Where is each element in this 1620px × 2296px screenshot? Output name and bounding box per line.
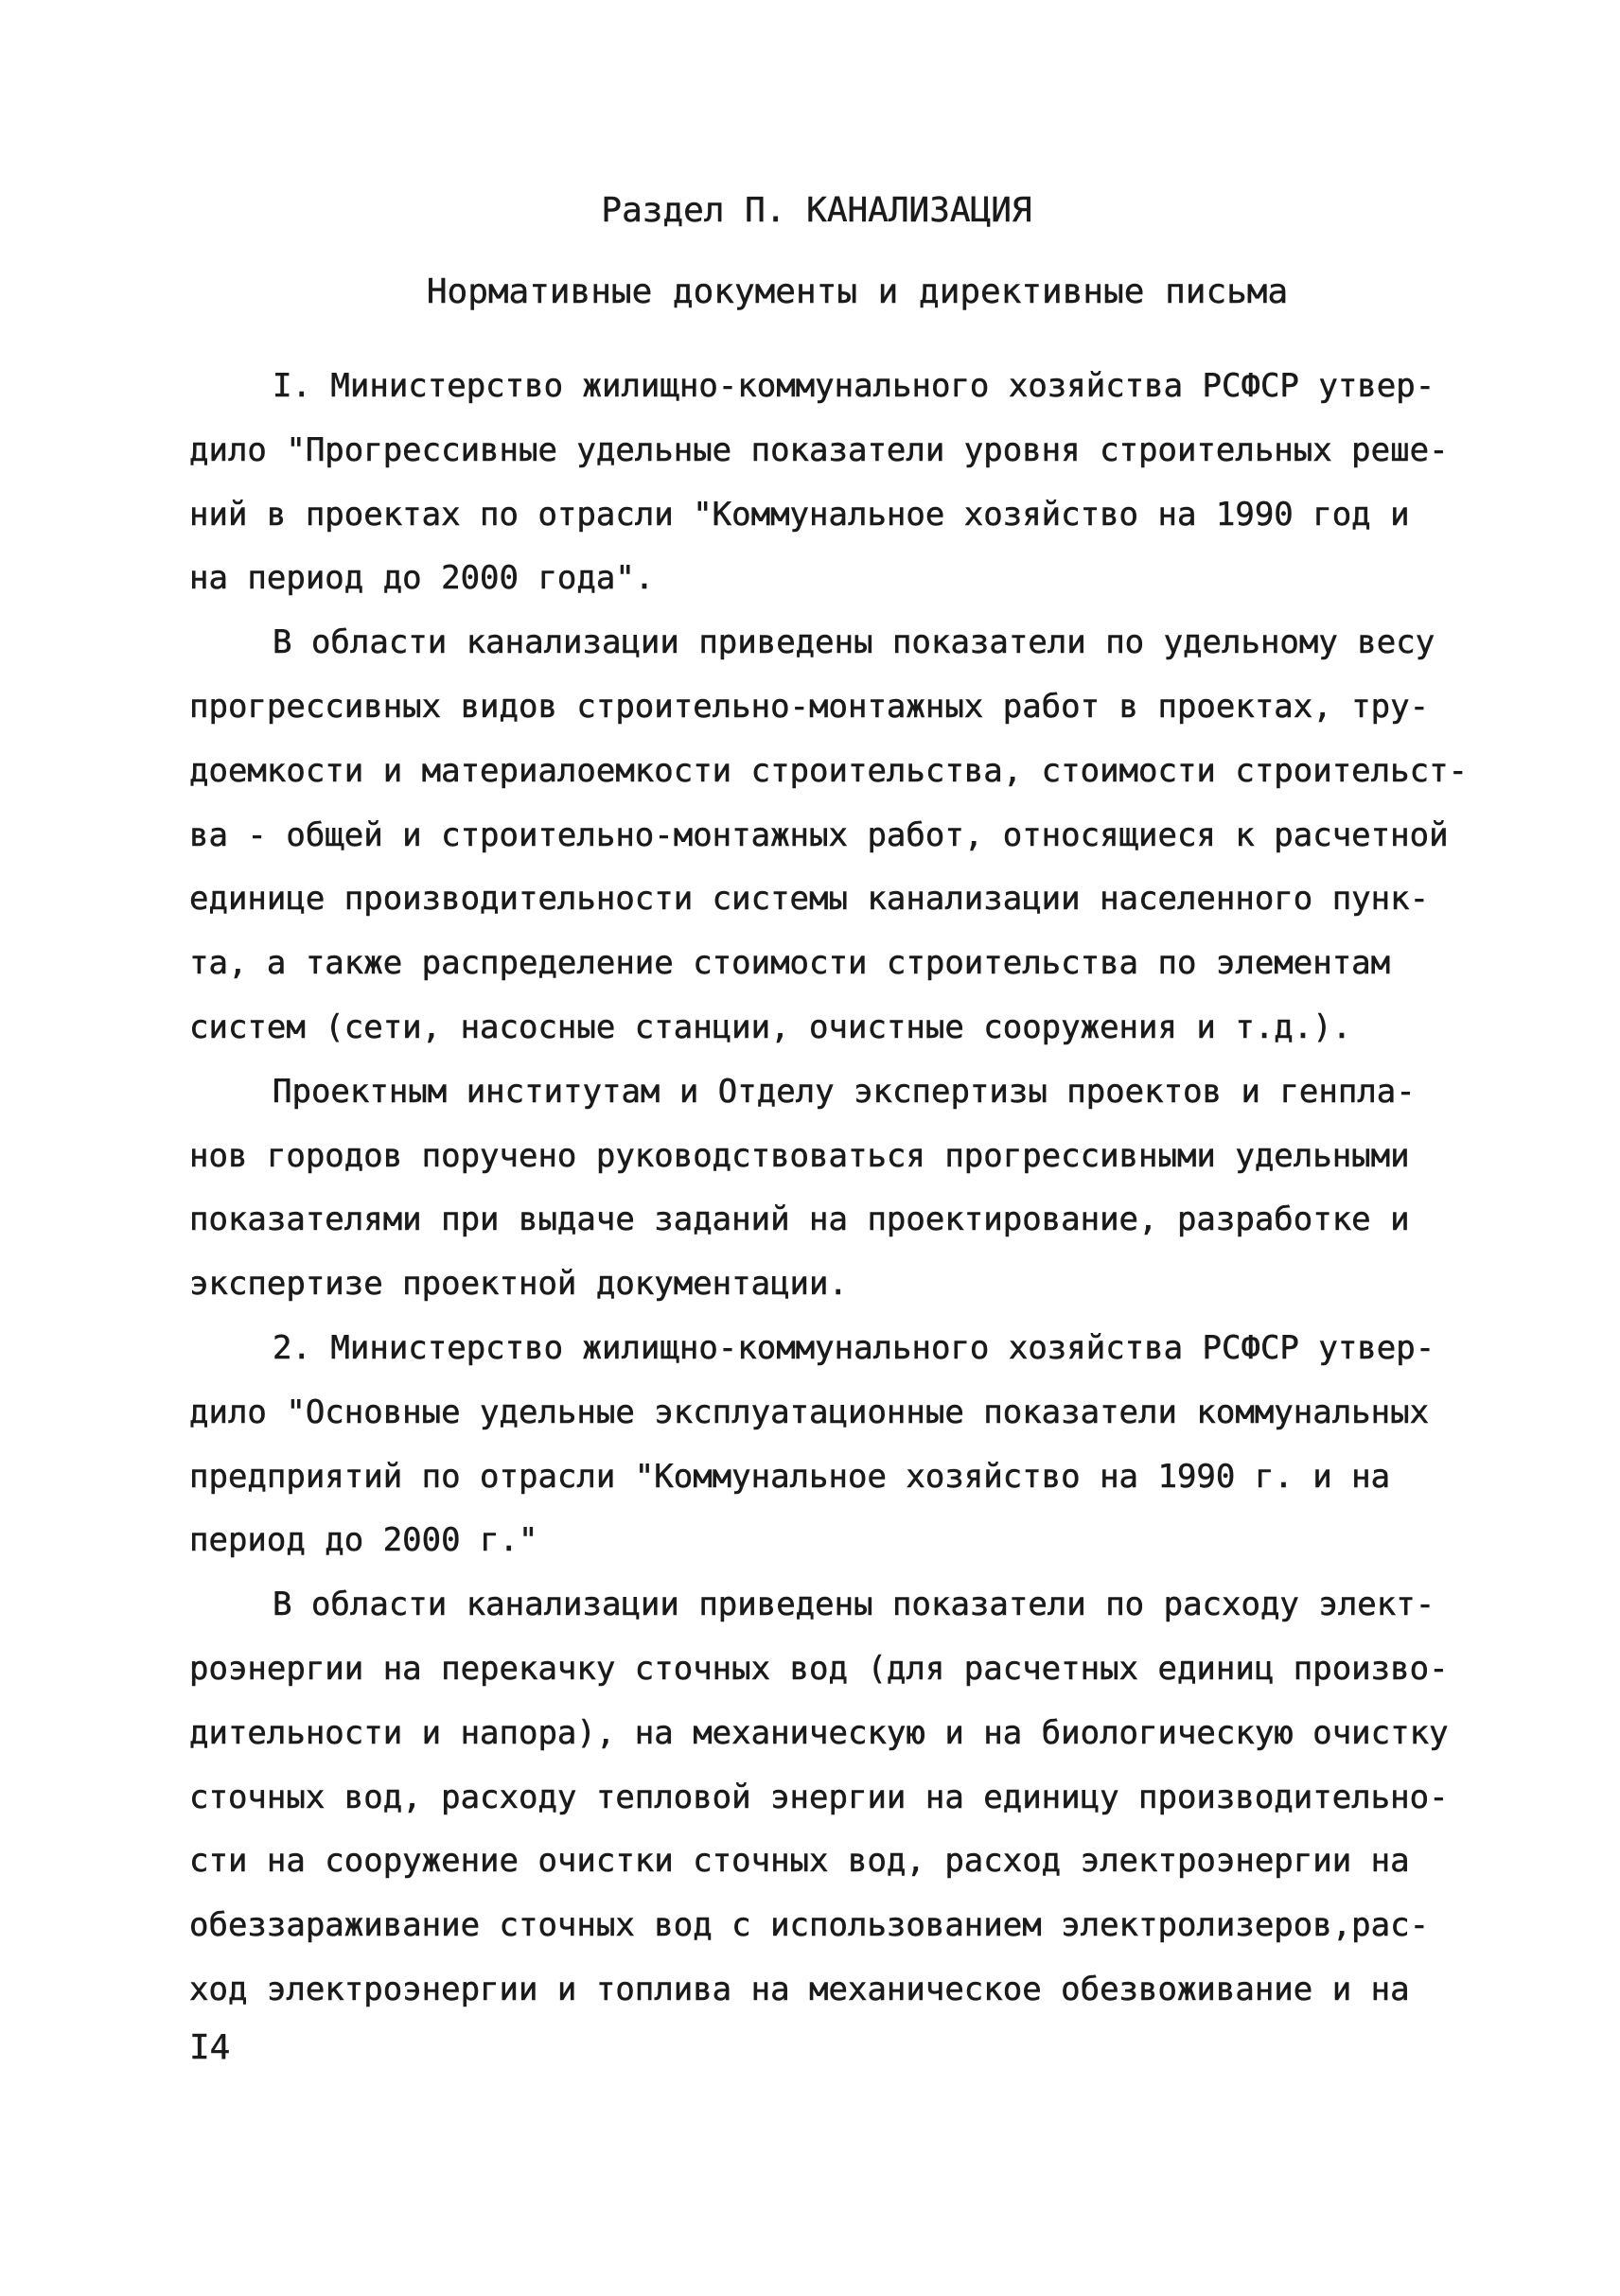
- text-line: 2. Министерство жилищно-коммунального хозяйства РСФСР утвер-: [273, 1328, 1435, 1367]
- text-line: дило "Основные удельные эксплуатационные показатели коммунальных: [189, 1393, 1430, 1431]
- text-line: на период до 2000 года".: [189, 559, 655, 598]
- text-line: доемкости и материалоемкости строительства, стоимости строительст-: [189, 751, 1469, 790]
- page-number: I4: [189, 2028, 231, 2067]
- text-line: та, а также распределение стоимости строительства по элементам: [189, 944, 1391, 983]
- text-line: I. Министерство жилищно-коммунального хозяйства РСФСР утвер-: [273, 367, 1435, 405]
- text-line: экспертизе проектной документации.: [189, 1265, 848, 1304]
- text-line: роэнергии на перекачку сточных вод (для расчетных единиц произво-: [189, 1649, 1449, 1688]
- text-line: показателями при выдаче заданий на проектирование, разработке и: [189, 1201, 1410, 1239]
- text-line: прогрессивных видов строительно-монтажных работ в проектах, тру-: [189, 687, 1430, 726]
- section-subtitle: Нормативные документы и директивные письма: [426, 272, 1289, 311]
- text-line: ний в проектах по отрасли "Коммунальное хозяйство на 1990 год и: [189, 495, 1410, 534]
- text-line: ход электроэнергии и топлива на механическое обезвоживание и на: [189, 1970, 1410, 2008]
- text-line: В области канализации приведены показатели по удельному весу: [273, 623, 1435, 662]
- text-line: предприятий по отрасли "Коммунальное хозяйство на 1990 г. и на: [189, 1457, 1391, 1496]
- text-line: единице производительности системы канализации населенного пунк-: [189, 880, 1430, 919]
- text-line: нов городов поручено руководствоваться прогрессивными удельными: [189, 1136, 1410, 1175]
- text-line: систем (сети, насосные станции, очистные сооружения и т.д.).: [189, 1008, 1352, 1046]
- section-title: Раздел П. КАНАЛИЗАЦИЯ: [601, 191, 1032, 230]
- text-line: ва - общей и строительно-монтажных работ, относящиеся к расчетной: [189, 815, 1449, 854]
- body-text: [189, 355, 1469, 2023]
- text-line: сти на сооружение очистки сточных вод, расход электроэнергии на: [189, 1842, 1410, 1881]
- text-line: В области канализации приведены показатели по расходу элект-: [273, 1586, 1435, 1624]
- text-line: дительности и напора), на механическую и на биологическую очистку: [189, 1713, 1449, 1752]
- text-line: дило "Прогрессивные удельные показатели уровня строительных реше-: [189, 430, 1449, 469]
- text-line: сточных вод, расходу тепловой энергии на единицу производительно-: [189, 1778, 1449, 1816]
- text-line: Проектным институтам и Отделу экспертизы проектов и генпла-: [273, 1072, 1416, 1111]
- text-line: обеззараживание сточных вод с использованием электролизеров,рас-: [189, 1906, 1430, 1945]
- text-line: период до 2000 г.": [189, 1521, 538, 1560]
